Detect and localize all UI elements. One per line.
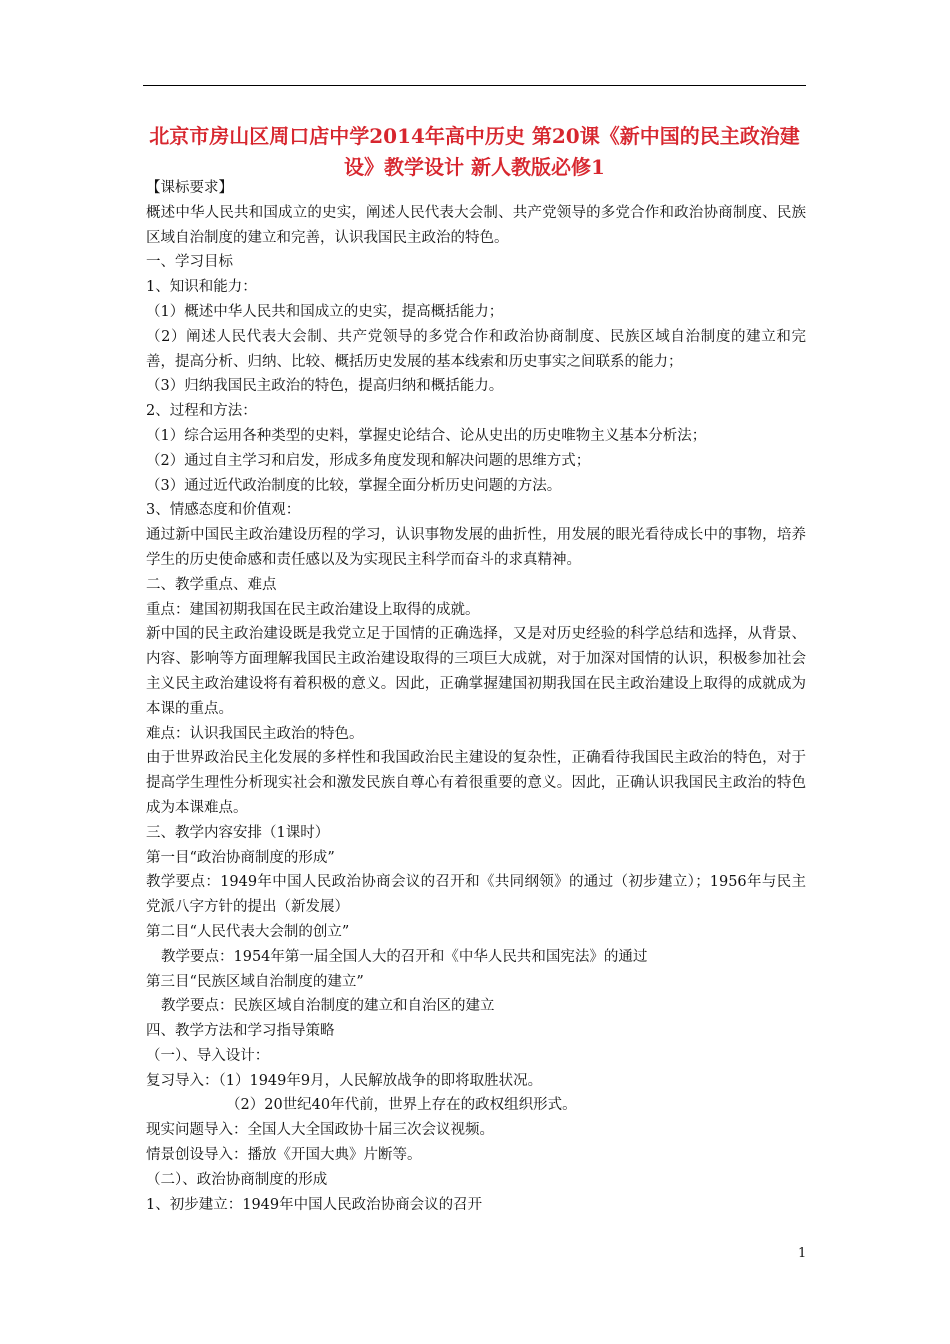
paragraph: 现实问题导入：全国人大全国政协十届三次会议视频。: [146, 1122, 494, 1139]
document-body: [146, 176, 806, 1217]
paragraph: 重点：建国初期我国在民主政治建设上取得的成就。: [146, 601, 480, 618]
list-item: （3）归纳我国民主政治的特色，提高归纳和概括能力。: [146, 378, 504, 395]
paragraph: 情景创设导入：播放《开国大典》片断等。: [146, 1147, 422, 1164]
subsection-heading: （一）、导入设计：: [146, 1047, 270, 1064]
list-item: （2）通过自主学习和启发，形成多角度发现和解决问题的思维方式；: [146, 452, 591, 469]
list-item: （2）阐述人民代表大会制、共产党领导的多党合作和政治协商制度、民族区域自治制度的建立和完善，提高分析、归纳、比较、概括历史发展的基本线索和历史事实之间联系的能力；: [146, 328, 806, 370]
subsection-heading: 1、知识和能力：: [146, 279, 257, 296]
paragraph: 教学要点：1949年中国人民政治协商会议的召开和《共同纲领》的通过（初步建立）；1956年与民主党派八字方针的提出（新发展）: [146, 874, 806, 916]
list-item: （3）通过近代政治制度的比较，掌握全面分析历史问题的方法。: [146, 477, 562, 494]
paragraph: 教学要点：民族区域自治制度的建立和自治区的建立: [161, 998, 495, 1015]
document-title: 北京市房山区周口店中学2014年高中历史 第20课《新中国的民主政治建设》教学设计 新人教版必修1: [149, 124, 800, 179]
subsection-heading: 第一目“政治协商制度的形成”: [146, 849, 335, 866]
paragraph: 复习导入：（1）1949年9月，人民解放战争的即将取胜状况。: [146, 1072, 543, 1089]
section-heading: 【课标要求】: [146, 180, 233, 196]
paragraph: 通过新中国民主政治建设历程的学习，认识事物发展的曲折性，用发展的眼光看待成长中的事物，培养学生的历史使命感和责任感以及为实现民主科学而奋斗的求真精神。: [146, 527, 806, 568]
subsection-heading: 3、情感态度和价值观：: [146, 502, 301, 519]
subsection-heading: 第二目“人民代表大会制的创立”: [146, 923, 350, 940]
header-rule: [143, 85, 806, 86]
page-number: 1: [798, 1246, 807, 1261]
paragraph: 新中国的民主政治建设既是我党立足于国情的正确选择，又是对历史经验的科学总结和选择，从背景、内容、影响等方面理解我国民主政治建设取得的三项巨大成就，对于加深对国情的认识，积极参加社会主义民主政治建设将有着积极的意义。因此，正确掌握建国初期我国在民主政治建设上取得的成就成为本课的重点。: [146, 626, 806, 717]
section-heading: 二、教学重点、难点: [146, 576, 277, 593]
list-item: （1）综合运用各种类型的史料，掌握史论结合、论从史出的历史唯物主义基本分析法；: [146, 427, 707, 444]
section-heading: 四、教学方法和学习指导策略: [146, 1023, 335, 1040]
paragraph: 概述中华人民共和国成立的史实，阐述人民代表大会制、共产党领导的多党合作和政治协商制度、民族区域自治制度的建立和完善，认识我国民主政治的特色。: [146, 204, 806, 246]
subsection-heading: 第三目“民族区域自治制度的建立”: [146, 973, 364, 990]
paragraph: （2）20世纪40年代前，世界上存在的政权组织形式。: [226, 1097, 577, 1114]
paragraph: 难点：认识我国民主政治的特色。: [146, 725, 364, 742]
paragraph: 教学要点：1954年第一届全国人大的召开和《中华人民共和国宪法》的通过: [161, 948, 648, 965]
subsection-heading: （二）、政治协商制度的形成: [146, 1171, 328, 1188]
section-heading: 一、学习目标: [146, 254, 233, 271]
subsection-heading: 2、过程和方法：: [146, 403, 257, 420]
paragraph: 由于世界政治民主化发展的多样性和我国政治民主建设的复杂性，正确看待我国民主政治的特色，对于提高学生理性分析现实社会和激发民族自尊心有着很重要的意义。因此，正确认识我国民主政治的特色成为本课难点。: [146, 750, 806, 816]
section-heading: 三、教学内容安排（1课时）: [146, 824, 330, 841]
list-item: （1）概述中华人民共和国成立的史实，提高概括能力；: [146, 303, 504, 320]
paragraph: 1、初步建立：1949年中国人民政治协商会议的召开: [146, 1196, 483, 1213]
